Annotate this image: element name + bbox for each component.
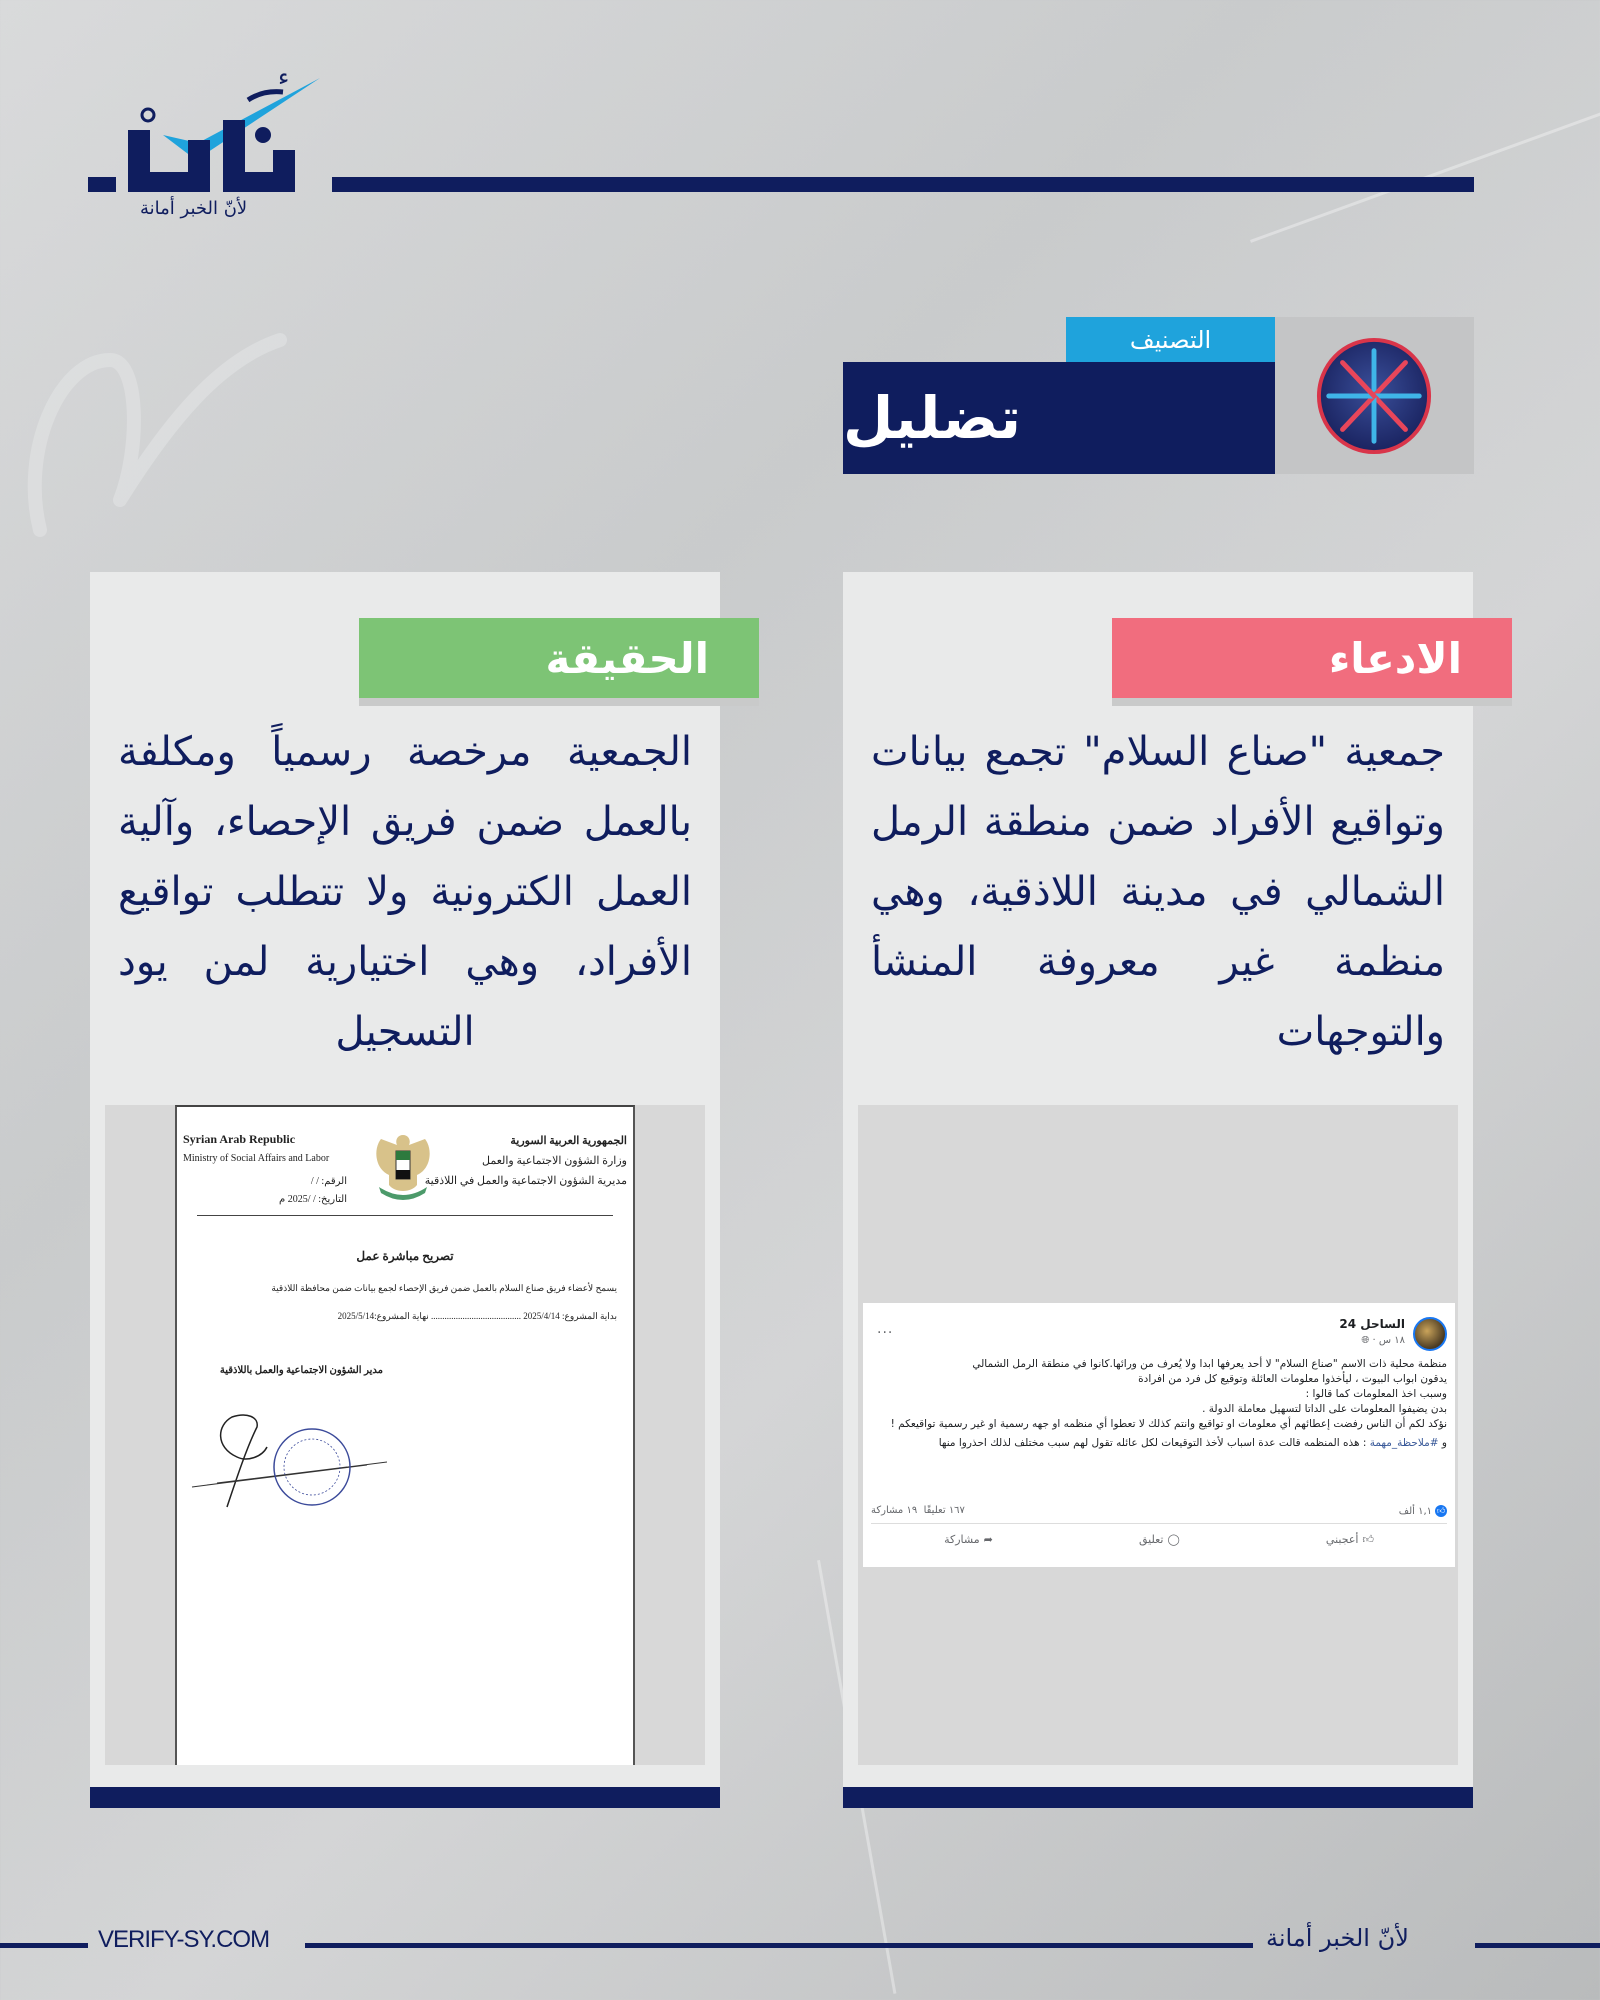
footer-line-right <box>1475 1943 1600 1948</box>
note-text: : هذه المنظمه قالت عدة اسباب لأخذ التوقيعات لكل عائله تقول لهم سبب مختلف لذلك احذروا منها <box>938 1437 1370 1449</box>
truth-panel-bar <box>90 1787 720 1808</box>
document-body: يسمح لأعضاء فريق صناع السلام بالعمل ضمن فريق الإحصاء لجمع بيانات ضمن محافظة اللاذقية <box>271 1283 617 1293</box>
comment-label: تعليق <box>1138 1533 1164 1546</box>
share-arrow-icon: ➦ <box>983 1533 993 1546</box>
document-ar-line2: وزارة الشؤون الاجتماعية والعمل <box>482 1155 627 1167</box>
claim-panel-bar <box>843 1787 1473 1808</box>
note-prefix: و <box>1441 1437 1447 1449</box>
document-title: تصريح مباشرة عمل <box>356 1249 454 1263</box>
footer-line-middle <box>305 1943 1253 1948</box>
document-ref: الرقم: / / <box>310 1176 347 1187</box>
post-line: وسبب اخذ المعلومات كما قالوا : <box>1305 1388 1447 1400</box>
footer-url[interactable]: VERIFY-SY.COM <box>98 1926 270 1953</box>
post-line: نؤكد لكم أن الناس رفضت إعطائهم أي معلومات او تواقيع وانتم كذلك لا تعطوا أي منظمه او جهه رسمية او غير رسمية تواقيعكم ! <box>890 1418 1447 1430</box>
misleading-wheel-icon <box>1313 337 1435 455</box>
document-dates: بداية المشروع: 2025/4/14 ........................................ نهاية المشروع:2025/5/14 <box>337 1311 617 1321</box>
background-streak <box>1250 35 1600 243</box>
document-meta <box>237 1173 347 1209</box>
shares-count[interactable]: ١٩ مشاركة <box>871 1505 918 1516</box>
truth-image <box>105 1105 705 1765</box>
claim-panel <box>843 572 1473 1787</box>
header-divider <box>332 177 1474 192</box>
post-time-text: ١٨ س · <box>1372 1335 1405 1346</box>
footer-tagline: لأنّ الخبر أمانة <box>1266 1924 1409 1952</box>
engagement-counts <box>871 1505 965 1517</box>
facebook-post <box>863 1303 1455 1567</box>
document-english-header <box>183 1129 329 1169</box>
document-date: التاريخ: / /2025 م <box>279 1194 347 1205</box>
document-en-line2: Ministry of Social Affairs and Labor <box>183 1153 330 1164</box>
post-line: يدقون ابواب البيوت ، ليأخذوا معلومات العائلة وتوقيع كل فرد من افرادة <box>1138 1373 1447 1385</box>
logo-tagline: لأنّ الخبر أمانة <box>140 198 248 219</box>
share-button[interactable] <box>944 1533 993 1546</box>
post-time <box>1361 1335 1405 1346</box>
post-line: بدن يضيفوا المعلومات على الداتا لتسهيل معاملة الدولة . <box>1202 1403 1447 1415</box>
thumbs-up-icon: 👍︎ <box>1362 1533 1374 1546</box>
truth-panel <box>90 572 720 1787</box>
document-divider <box>197 1215 613 1216</box>
share-label: مشاركة <box>944 1533 980 1546</box>
reactions-count[interactable] <box>1399 1505 1447 1517</box>
classification-value: تضليل <box>843 362 1275 474</box>
post-actions <box>871 1533 1447 1546</box>
document-ar-line1: الجمهورية العربية السورية <box>510 1135 627 1147</box>
svg-text:ء: ء <box>278 63 290 91</box>
official-document <box>175 1105 635 1765</box>
like-badge-icon: 👍︎ <box>1436 1506 1446 1515</box>
truth-label: الحقيقة <box>359 618 759 698</box>
document-signatory: مدير الشؤون الاجتماعية والعمل باللاذقية <box>219 1365 383 1376</box>
more-options-button[interactable]: ... <box>877 1321 894 1337</box>
like-button[interactable] <box>1326 1533 1374 1546</box>
document-ar-line3: مديرية الشؤون الاجتماعية والعمل في اللاذقية <box>424 1175 627 1187</box>
footer-line-left <box>0 1943 88 1948</box>
claim-text: جمعية "صناع السلام" تجمع بيانات وتواقيع الأفراد ضمن منطقة الرمل الشمالي في مدينة اللاذقية، وهي منظمة غير معروفة المنشأ والتوجهات <box>871 729 1445 1055</box>
background-glyph-icon <box>20 300 320 560</box>
post-note <box>871 1436 1447 1451</box>
post-stats <box>871 1505 1447 1524</box>
reactions-text: ١,١ ألف <box>1398 1506 1432 1517</box>
signature-stamp-icon <box>187 1407 387 1517</box>
post-author[interactable]: الساحل 24 <box>1339 1317 1405 1331</box>
avatar[interactable] <box>1413 1317 1447 1351</box>
truth-text: الجمعية مرخصة رسمياً ومكلفة بالعمل ضمن فريق الإحصاء، وآلية العمل الكترونية ولا تتطلب تواقيع الأفراد، وهي اختيارية لمن يود التسجيل <box>118 729 692 1055</box>
comments-count[interactable]: ١٦٧ تعليقًا <box>923 1505 965 1516</box>
document-arabic-header <box>425 1131 627 1191</box>
post-body <box>871 1357 1447 1451</box>
post-line: منظمة محلية ذات الاسم "صناع السلام" لا أحد يعرفها ابدا ولا يُعرف من ورائها.كانوا في منطقة الرمل الشمالي <box>972 1358 1447 1370</box>
globe-icon: 🌐︎ <box>1361 1335 1370 1346</box>
hashtag-link[interactable]: #ملاحظة_مهمة <box>1369 1437 1439 1449</box>
claim-image <box>858 1105 1458 1765</box>
comment-button[interactable] <box>1139 1533 1180 1546</box>
claim-label: الادعاء <box>1112 618 1512 698</box>
comment-bubble-icon: ◯ <box>1167 1533 1180 1546</box>
document-en-line1: Syrian Arab Republic <box>183 1132 296 1146</box>
like-label: أعجبني <box>1325 1533 1359 1546</box>
classification-label: التصنيف <box>1066 317 1275 363</box>
